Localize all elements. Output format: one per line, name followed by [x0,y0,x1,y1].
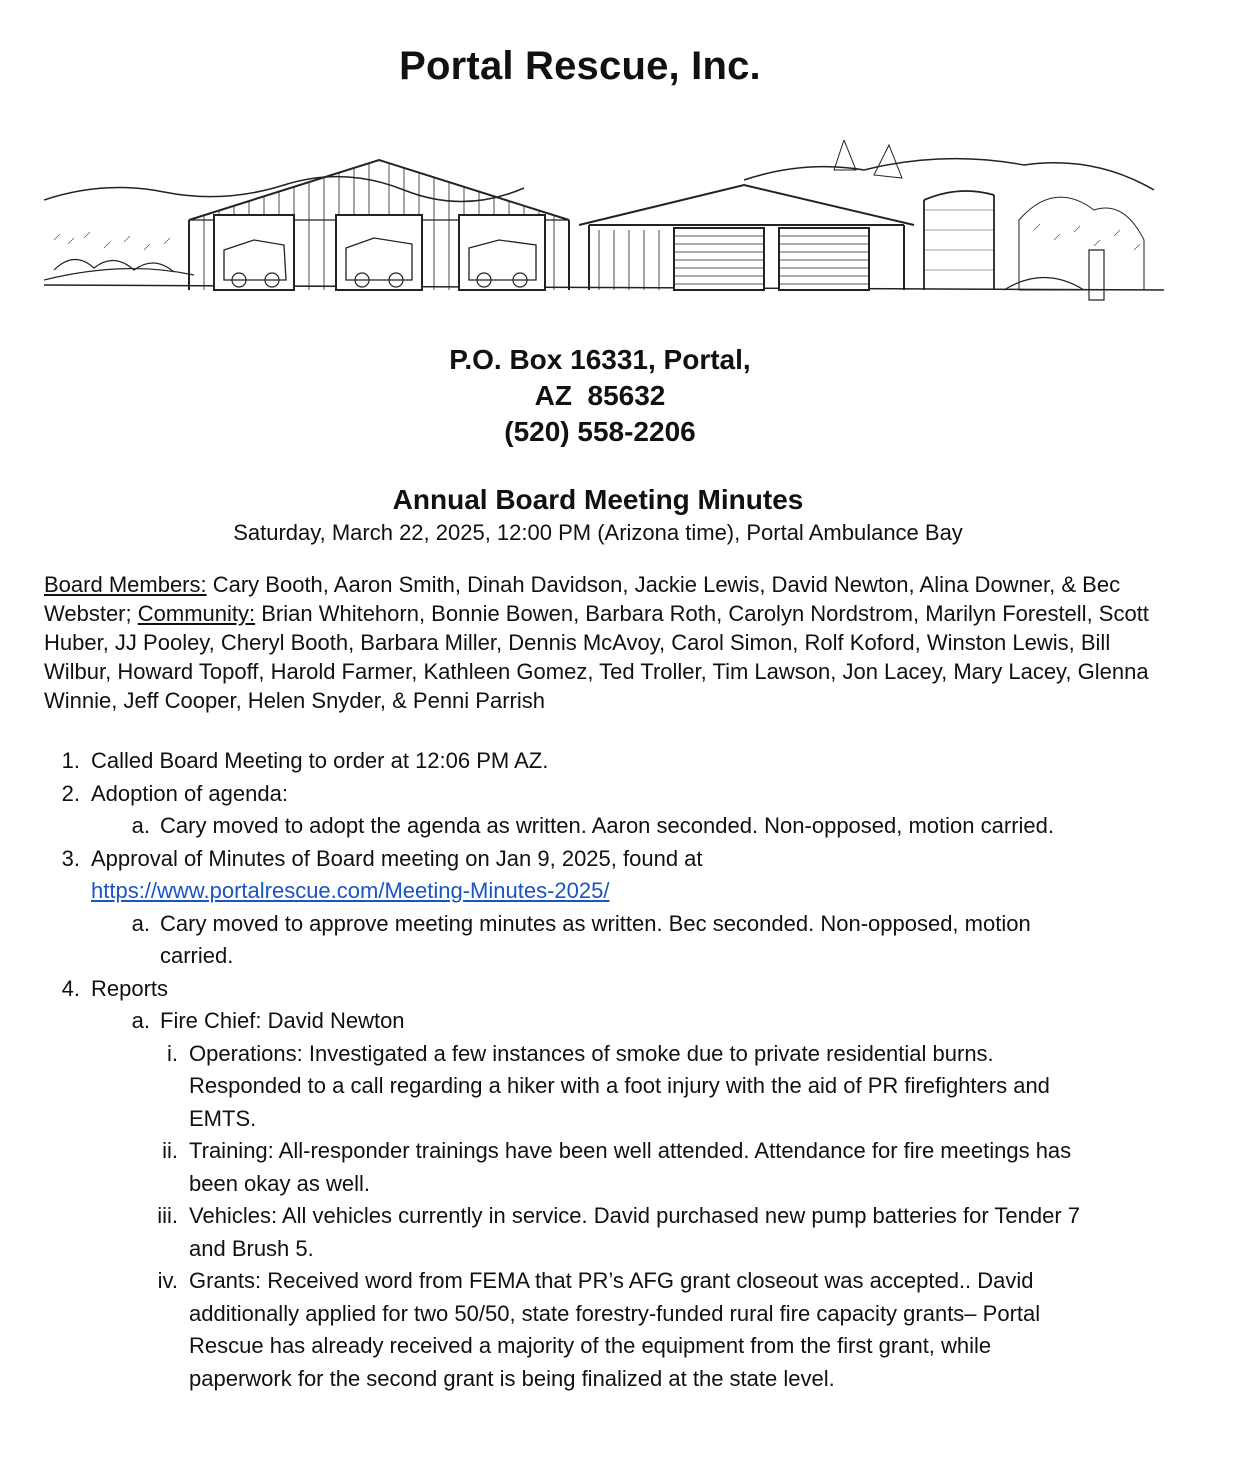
list-item: Vehicles: All vehicles currently in service. David purchased new pump batteries for Tender 7 [189,1203,1081,1228]
list-item-continuation: EMTS. [189,1105,257,1131]
item-number: 3. [61,845,80,871]
list-item-continuation: additionally applied for two 50/50, state forestry-funded rural fire capacity grants– Portal [189,1300,1041,1326]
item-number: 4. [61,975,80,1001]
minutes-link[interactable]: https://www.portalrescue.com/Meeting-Minutes-2025/ [91,878,610,903]
list-item: Training: All-responder trainings have been well attended. Attendance for fire meetings has [189,1138,1072,1163]
board-members-label: Board Members: [44,572,207,597]
org-name: Portal Rescue, Inc. [399,44,761,88]
attendees-paragraph [44,570,1164,715]
item-number: i. [167,1040,178,1066]
list-item-continuation: and Brush 5. [189,1235,314,1261]
list-item: Fire Chief: David Newton [160,1008,405,1033]
community-label: Community: [137,601,256,626]
address-block [0,342,1200,450]
list-item-continuation: Responded to a call regarding a hiker with a foot injury with the aid of PR firefighters and [189,1073,1050,1098]
list-item: Approval of Minutes of Board meeting on Jan 9, 2025, found at [91,845,703,871]
item-number: 2. [61,780,80,806]
list-item-continuation: paperwork for the second grant is being finalized at the state level. [189,1365,835,1391]
board-members-list: Cary Booth, Aaron Smith, Dinah Davidson, Jackie Lewis, David Newton, Alina Downer, & Bec Webster; [44,572,1121,626]
list-item-continuation: Rescue has already received a majority of the equipment from the first grant, while [189,1333,992,1358]
document-title: Annual Board Meeting Minutes [392,484,804,515]
list-item: Adoption of agenda: [91,780,288,806]
list-item: Called Board Meeting to order at 12:06 PM AZ. [91,748,549,773]
list-item: Cary moved to adopt the agenda as written. Aaron seconded. Non-opposed, motion carried. [160,813,1054,838]
item-number: a. [131,1008,150,1033]
list-item: Cary moved to approve meeting minutes as written. Bec seconded. Non-opposed, motion [160,910,1031,936]
item-number: ii. [162,1138,178,1163]
item-number: a. [131,813,150,838]
community-list: Brian Whitehorn, Bonnie Bowen, Barbara Roth, Carolyn Nordstrom, Marilyn Forestell, Scott Huber, JJ Pooley, Cheryl Booth, Barbara Miller, Dennis McAvoy, Carol Simon, Rolf Koford, Winston Lewis, Bill Wilbur, Howard Topoff, Harold Farmer, Kathleen Gomez, Ted Troller, Tim Lawson, Jon Lacey, Mary Lacey, Glenna Winnie, Jeff Cooper, Helen Snyder, & Penni Parrish [44,601,1149,713]
list-item-continuation: carried. [160,943,234,968]
item-number: a. [131,910,150,936]
fire-station-illustration [44,140,1164,320]
list-item: Grants: Received word from FEMA that PR’s AFG grant closeout was accepted.. David [189,1268,1034,1293]
address-line-2: AZ 85632 [534,380,666,411]
item-number: iv. [157,1268,178,1293]
item-number: 1. [61,748,80,773]
item-number: iii. [157,1203,178,1228]
address-line-1: P.O. Box 16331, Portal, [449,344,751,375]
list-item-continuation: been okay as well. [189,1170,370,1196]
document-subtitle: Saturday, March 22, 2025, 12:00 PM (Arizona time), Portal Ambulance Bay [233,520,963,545]
phone-number: (520) 558-2206 [504,416,696,447]
list-item: Operations: Investigated a few instances of smoke due to private residential burns. [189,1040,994,1066]
list-item: Reports [91,975,169,1001]
